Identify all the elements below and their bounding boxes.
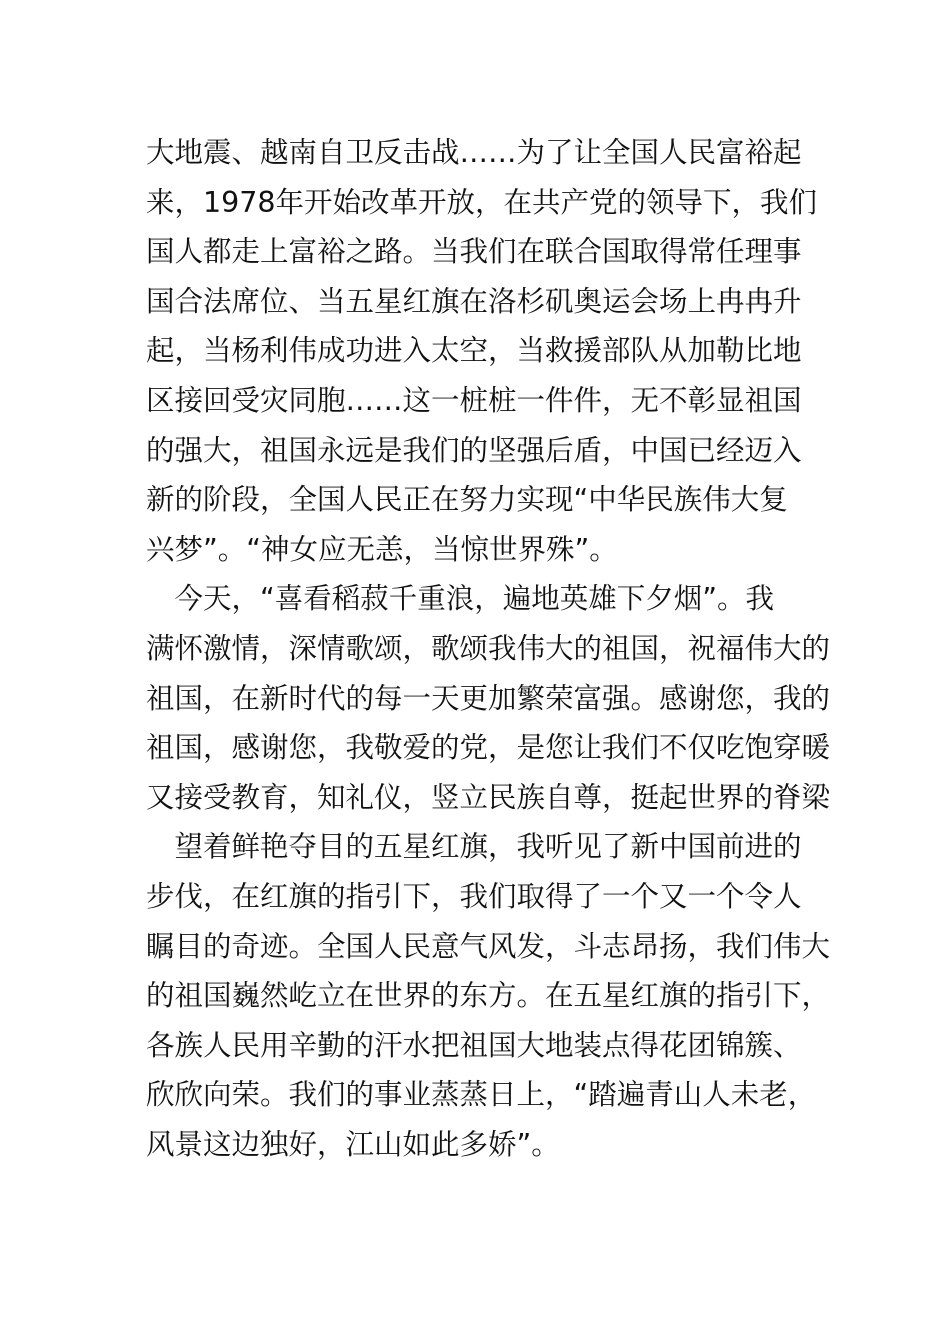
text-line: 欣欣向荣。我们的事业蒸蒸日上，“踏遍青山人未老， <box>146 1078 817 1112</box>
text-line: 的强大，祖国永远是我们的坚强后盾，中国已经迈入 <box>146 433 802 467</box>
text-line: 祖国，感谢您，我敬爱的党，是您让我们不仅吃饱穿暖 <box>146 731 831 765</box>
text-line: 国人都走上富裕之路。当我们在联合国取得常任理事 <box>146 235 802 269</box>
text-line: 满怀激情，深情歌颂，歌颂我伟大的祖国，祝福伟大的 <box>146 631 831 665</box>
text-line: 来，1978年开始改革开放，在共产党的领导下，我们 <box>146 185 818 219</box>
text-line: 起，当杨利伟成功进入太空，当救援部队从加勒比地 <box>146 334 802 368</box>
text-line: 的祖国巍然屹立在世界的东方。在五星红旗的指引下， <box>146 979 831 1013</box>
text-line: 大地震、越南自卫反击战……为了让全国人民富裕起 <box>146 136 802 169</box>
text-line: 步伐，在红旗的指引下，我们取得了一个又一个令人 <box>146 879 802 913</box>
paragraph-start-line: 今天，“喜看稻菽千重浪，遍地英雄下夕烟”。我 <box>146 582 775 616</box>
text-line: 瞩目的奇迹。全国人民意气风发，斗志昂扬，我们伟大 <box>146 929 831 963</box>
text-line: 风景这边独好，江山如此多娇”。 <box>146 1127 560 1161</box>
text-line: 新的阶段，全国人民正在努力实现“中华民族伟大复 <box>146 483 788 517</box>
text-line: 国合法席位、当五星红旗在洛杉矶奥运会场上冉冉升 <box>146 284 802 318</box>
text-line: 祖国，在新时代的每一天更加繁荣富强。感谢您，我的 <box>146 681 831 715</box>
text-line: 区接回受灾同胞……这一桩桩一件件，无不彰显祖国 <box>146 383 802 417</box>
paragraph-start-line: 望着鲜艳夺目的五星红旗，我听见了新中国前进的 <box>146 830 802 864</box>
text-line: 兴梦”。“神女应无恙，当惊世界殊”。 <box>146 532 618 566</box>
text-line: 各族人民用辛勤的汗水把祖国大地装点得花团锦簇、 <box>146 1028 802 1062</box>
document-body <box>146 128 846 1169</box>
text-line: 又接受教育，知礼仪，竖立民族自尊，挺起世界的脊梁 <box>146 780 831 814</box>
